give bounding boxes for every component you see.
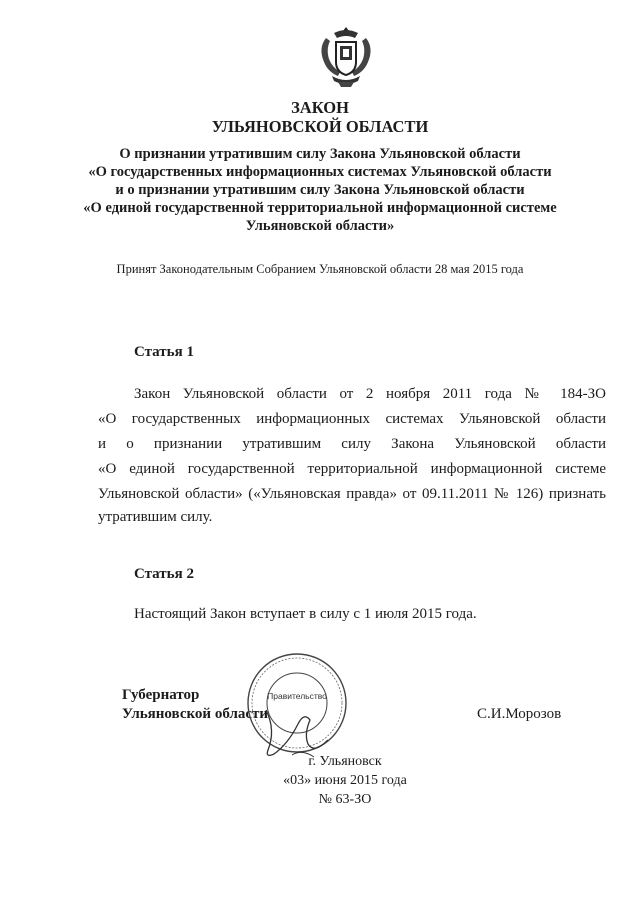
article-1-line: «О государственных информационных системах Ульяновской области <box>98 411 606 427</box>
signatory-name: С.И.Морозов <box>477 706 562 722</box>
signatory-position-line-1: Губернатор <box>122 687 200 703</box>
subtitle-line: и о признании утратившим силу Закона Ульяновской области <box>115 182 525 198</box>
adoption-note: Принят Законодательным Собранием Ульяновской области 28 мая 2015 года <box>116 262 524 276</box>
signatory-position-line-2: Ульяновской области <box>122 706 269 722</box>
law-title <box>0 98 640 136</box>
article-2-heading: Статья 2 <box>134 566 194 582</box>
footer-block <box>0 752 640 809</box>
subtitle-line: Ульяновской области» <box>245 218 395 234</box>
footer-number: № 63-ЗО <box>318 792 372 807</box>
seal-center-label: Правительство <box>267 691 327 701</box>
law-title-line-1: ЗАКОН <box>291 98 349 117</box>
subtitle-line: О признании утратившим силу Закона Ульяновской области <box>119 146 521 162</box>
article-2-text: Настоящий Закон вступает в силу с 1 июля 2015 года. <box>134 606 477 622</box>
law-subtitle <box>0 145 640 235</box>
article-1-last-line: утратившим силу. <box>98 509 213 525</box>
law-title-line-2: УЛЬЯНОВСКОЙ ОБЛАСТИ <box>211 117 429 136</box>
footer-date: «03» июня 2015 года <box>283 773 407 788</box>
subtitle-line: «О единой государственной территориальной информационной системе <box>83 200 557 216</box>
article-1-line: «О единой государственной территориальной информационной системе <box>98 461 606 477</box>
article-1-line: Ульяновской области» («Ульяновская правда» от 09.11.2011 № 126) признать <box>98 486 606 502</box>
footer-city: г. Ульяновск <box>308 754 382 769</box>
article-1-heading: Статья 1 <box>134 344 194 360</box>
article-1-line: Закон Ульяновской области от 2 ноября 2011 года № 184-ЗО <box>134 386 606 402</box>
coat-of-arms-emblem <box>316 24 376 90</box>
article-1-line: и о признании утратившим силу Закона Ульяновской области <box>98 436 606 452</box>
subtitle-line: «О государственных информационных системах Ульяновской области <box>88 164 552 180</box>
